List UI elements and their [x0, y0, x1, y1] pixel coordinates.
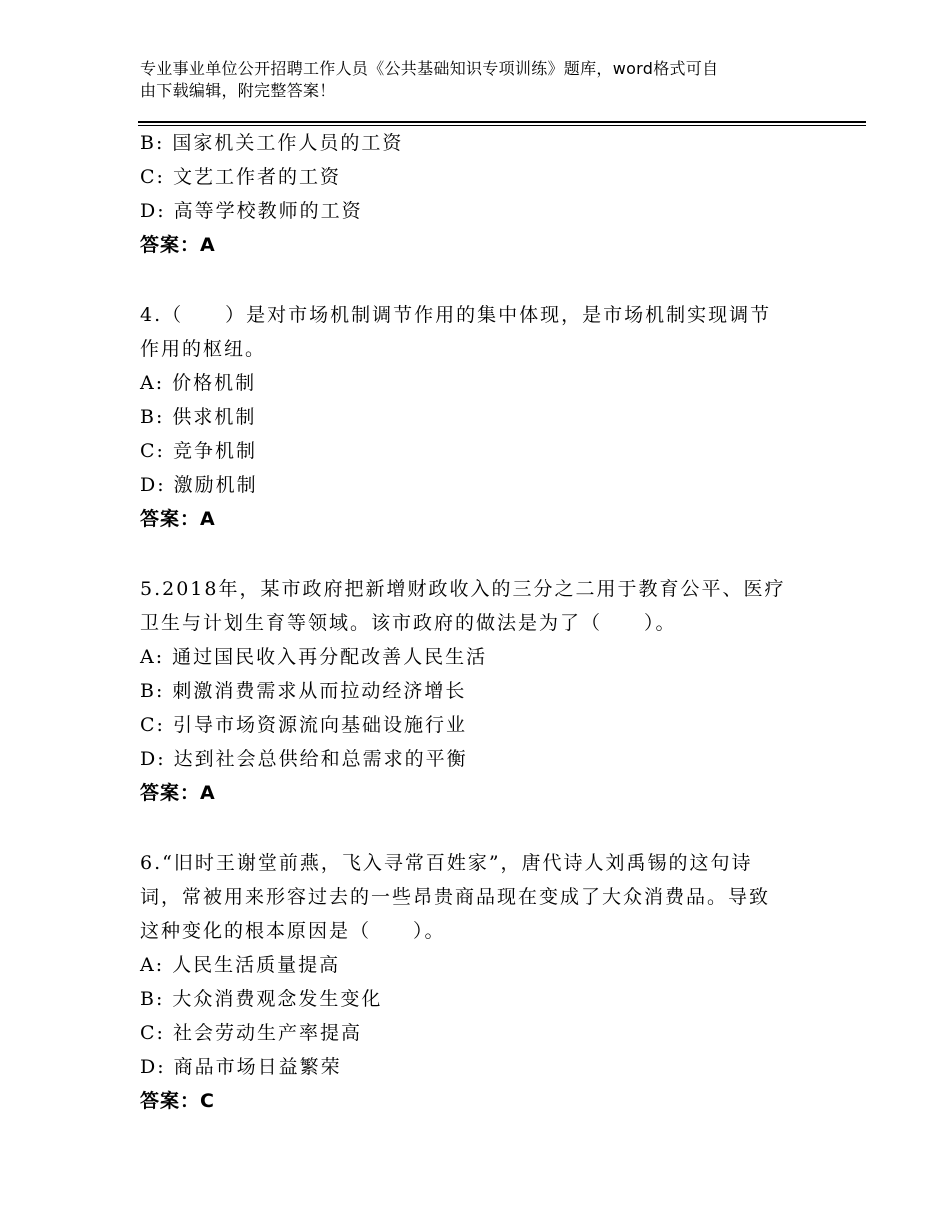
question-stem: 4.（ ）是对市场机制调节作用的集中体现，是市场机制实现调节: [140, 304, 772, 326]
header-line-2: 由下载编辑，附完整答案！: [140, 81, 336, 100]
header-rule-thick: [138, 121, 866, 123]
option-d: D: 商品市场日益繁荣: [140, 1056, 342, 1078]
answer-label: 答案：A: [140, 782, 216, 804]
option-b: B: 大众消费观念发生变化: [140, 988, 383, 1010]
question-6: [140, 846, 805, 1118]
question-stem: 5.2018年，某市政府把新增财政收入的三分之二用于教育公平、医疗: [140, 578, 786, 600]
question-stem: 卫生与计划生育等领域。该市政府的做法是为了（ ）。: [140, 612, 677, 634]
option-a: A: 价格机制: [140, 372, 257, 394]
question-list: [140, 126, 805, 1118]
option-c: C: 引导市场资源流向基础设施行业: [140, 714, 467, 736]
question-stem: 6.“旧时王谢堂前燕，飞入寻常百姓家”，唐代诗人刘禹锡的这句诗: [140, 852, 753, 874]
answer-label: 答案：A: [140, 234, 216, 256]
option-d: D: 激励机制: [140, 474, 258, 496]
question-stem: 作用的枢纽。: [140, 338, 267, 360]
answer-label: 答案：C: [140, 1090, 215, 1112]
option-c: C: 社会劳动生产率提高: [140, 1022, 362, 1044]
option-a: A: 人民生活质量提高: [140, 954, 341, 976]
option-b: B: 供求机制: [140, 406, 257, 428]
question-stem: 这种变化的根本原因是（ ）。: [140, 920, 446, 942]
option-c: C: 竞争机制: [140, 440, 257, 462]
option-c: C: 文艺工作者的工资: [140, 166, 341, 188]
option-d: D: 达到社会总供给和总需求的平衡: [140, 748, 468, 770]
document-header: [140, 58, 805, 102]
option-b: B: 国家机关工作人员的工资: [140, 132, 404, 154]
question-stem: 词，常被用来形容过去的一些昂贵商品现在变成了大众消费品。导致: [140, 886, 771, 908]
option-a: A: 通过国民收入再分配改善人民生活: [140, 646, 488, 668]
option-d: D: 高等学校教师的工资: [140, 200, 363, 222]
header-line-1: 专业事业单位公开招聘工作人员《公共基础知识专项训练》题库，word格式可自: [140, 59, 719, 78]
option-b: B: 刺激消费需求从而拉动经济增长: [140, 680, 467, 702]
question-5: [140, 572, 805, 810]
question-4: [140, 298, 805, 536]
answer-label: 答案：A: [140, 508, 216, 530]
question-3: [140, 126, 805, 262]
